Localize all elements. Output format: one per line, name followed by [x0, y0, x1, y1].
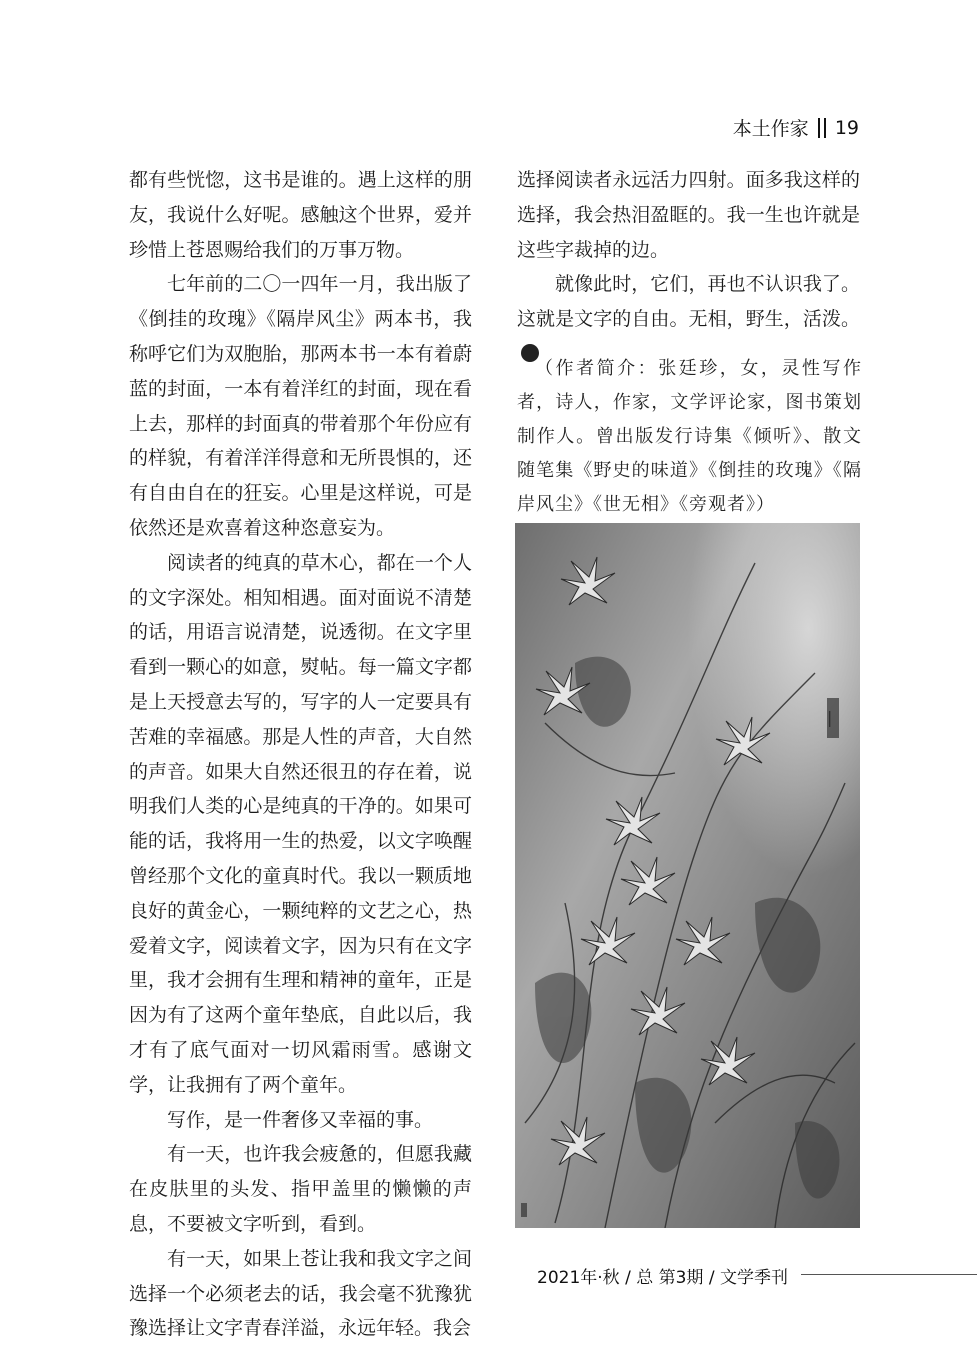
left-column — [129, 163, 472, 1346]
issue-info: 2021年·秋 / 总 第3期 / 文学季刊 — [537, 1268, 788, 1288]
right-column — [517, 163, 860, 372]
paragraph: 七年前的二〇一四年一月，我出版了《倒挂的玫瑰》《隔岸风尘》两本书，我称呼它们为双胞胎，那两本书一本有着蔚蓝的封面，一本有着洋红的封面，现在看上去，那样的封面真的带着那个年份应有的样貌，有着洋洋得意和无所畏惧的，还有自由自在的狂妄。心里是这样说，可是依然还是欢喜着这种恣意妄为。 — [129, 273, 472, 539]
paragraph: 都有些恍惚，这书是谁的。遇上这样的朋友，我说什么好呢。感触这个世界，爱并珍惜上苍恩赐给我们的万事万物。 — [129, 169, 472, 261]
paragraph: 有一天，如果上苍让我和我文字之间选择一个必须老去的话，我会毫不犹豫犹豫选择让文字青春洋溢，永远年轻。我会 — [129, 1247, 472, 1340]
paragraph: 选择阅读者永远活力四射。面多我这样的选择，我会热泪盈眶的。我一生也许就是这些字裁掉的边。 — [517, 169, 860, 261]
header-divider — [818, 118, 820, 138]
page-number: 19 — [834, 116, 859, 139]
header-divider-2 — [824, 118, 826, 138]
paragraph: 有一天，也许我会疲惫的，但愿我藏在皮肤里的头发、指甲盖里的懒懒的声息，不要被文字听到，看到。 — [129, 1143, 472, 1235]
flower-painting-icon — [515, 523, 860, 1228]
flower-painting-image — [515, 523, 860, 1228]
author-bio-text: （作者简介：张廷珍，女，灵性写作者，诗人，作家，文学评论家，图书策划制作人。曾出版发行诗集《倾听》、散文随笔集《野史的味道》《倒挂的玫瑰》《隔岸风尘》《世无相》《旁观者》） — [517, 358, 862, 515]
author-bio — [517, 352, 862, 522]
paragraph: 写作，是一件奢侈又幸福的事。 — [167, 1108, 434, 1131]
paragraph: 阅读者的纯真的草木心，都在一个人的文字深处。相知相遇。面对面说不清楚的话，用语言说清楚，说透彻。在文字里看到一颗心的如意，熨帖。每一篇文字都是上天授意去写的，写字的人一定要具有苦难的幸福感。那是人性的声音，大自然的声音。如果大自然还很丑的存在着，说明我们人类的心是纯真的干净的。如果可能的话，我将用一生的热爱，以文字唤醒曾经那个文化的童真时代。我以一颗质地良好的黄金心，一颗纯粹的文艺之心，热爱着文字，阅读着文字，因为只有在文字里，我才会拥有生理和精神的童年，正是因为有了这两个童年垫底，自此以后，我才有了底气面对一切风霜雨雪。感谢文学，让我拥有了两个童年。 — [129, 551, 472, 1096]
page-header — [733, 114, 859, 141]
section-title: 本土作家 — [732, 118, 809, 140]
page-footer — [537, 1263, 788, 1288]
paragraph-text: 就像此时，它们，再也不认识我了。这就是文字的自由。无相，野生，活泼。 — [517, 273, 860, 331]
footer-rule — [801, 1274, 977, 1275]
